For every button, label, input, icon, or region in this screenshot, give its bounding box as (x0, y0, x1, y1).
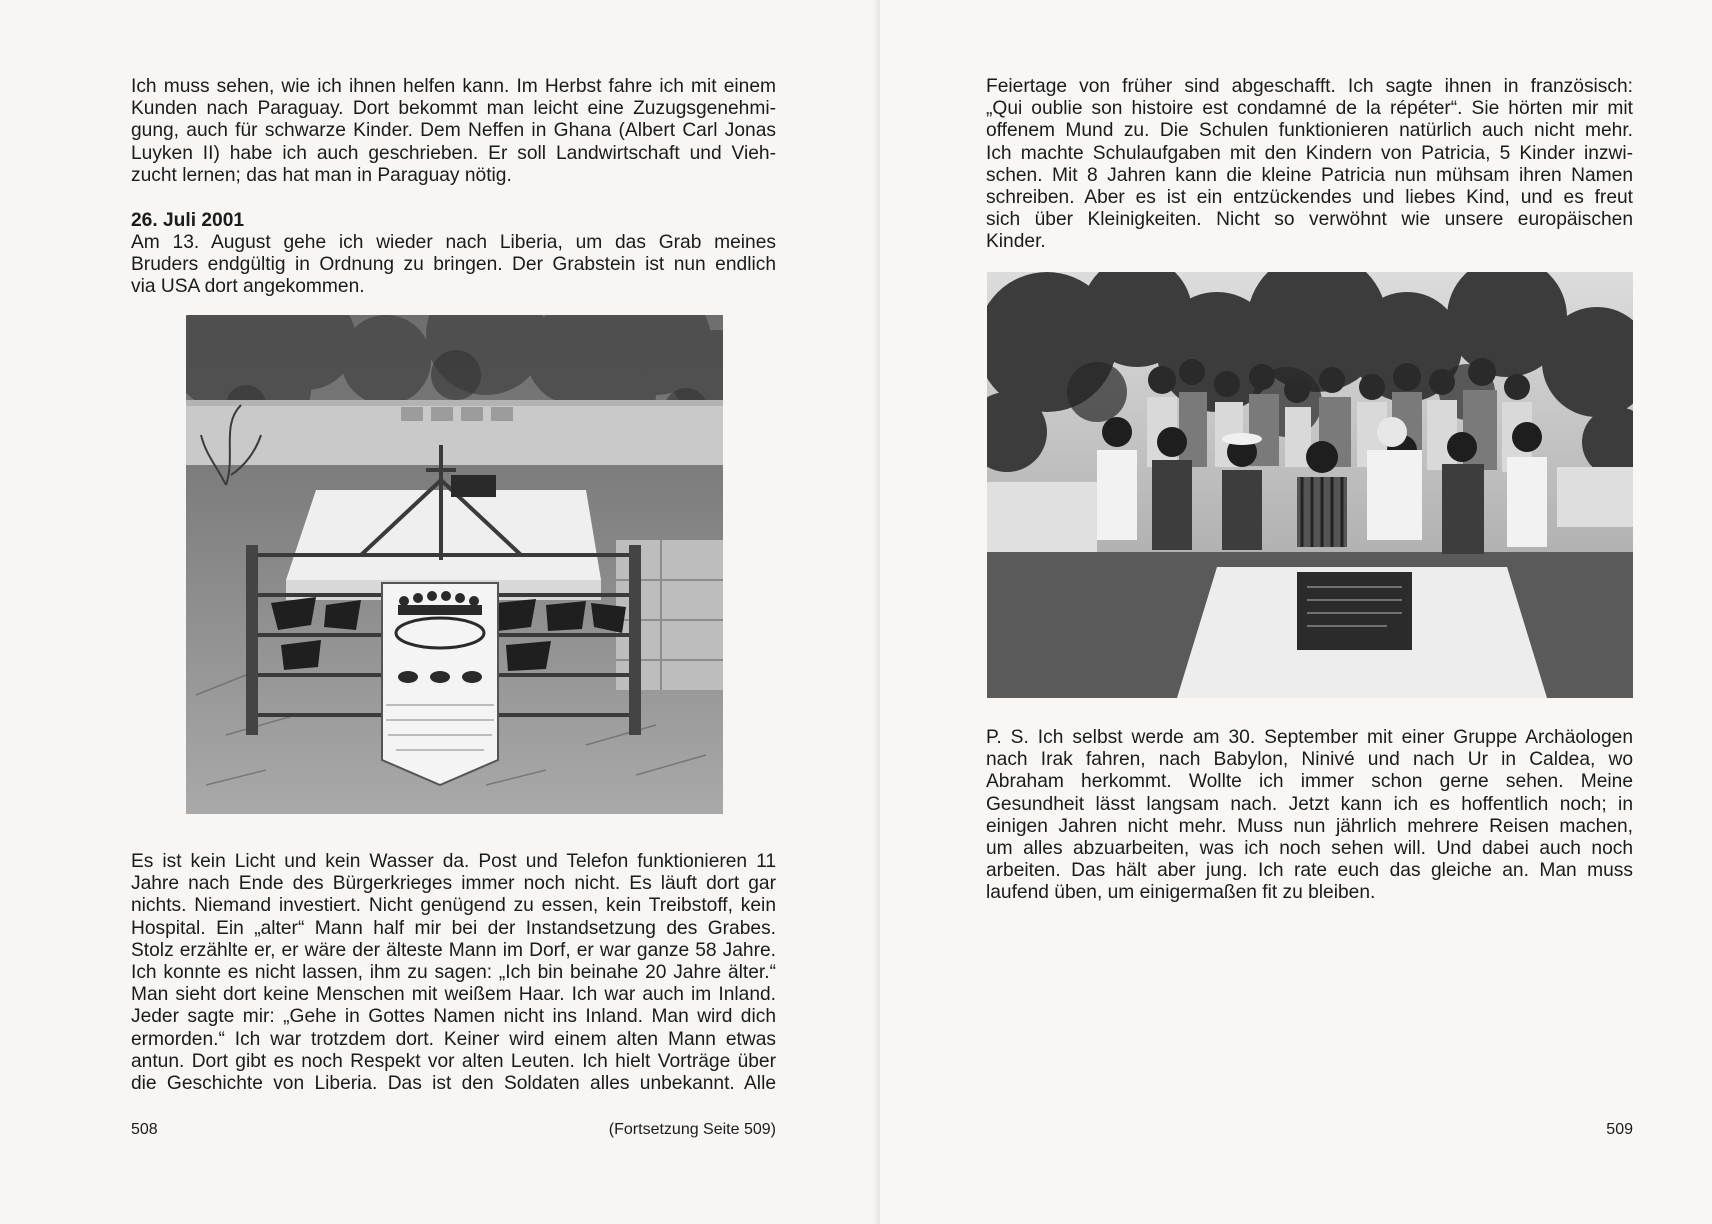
page-number-right: 509 (1606, 1121, 1633, 1138)
text-line: via USA dort angekommen. (131, 276, 365, 298)
text-line: Kunden nach Paraguay. Dort bekommt man leicht eine Zuzugsgenehmi- (131, 98, 776, 120)
text-line: Abraham herkommt. Wollte ich immer schon gerne sehen. Meine (986, 771, 1633, 793)
group-photo (987, 272, 1633, 698)
text-line: antun. Dort gibt es noch Respekt vor alten Leuten. Ich hielt Vorträge über (131, 1050, 776, 1072)
left-paragraph-1 (131, 76, 776, 187)
grave-photo-image (186, 315, 723, 814)
text-line: „Qui oublie son histoire est condamné de la répéter“. Sie hörten mir mit (986, 98, 1633, 120)
text-line: zucht lernen; das hat man in Paraguay nötig. (131, 164, 512, 186)
text-line: ermorden.“ Ich war trotzdem dort. Keiner wird einem alten Mann etwas (131, 1028, 776, 1050)
text-line: schen. Mit 8 Jahren kann die kleine Patricia nun mühsam ihren Namen (986, 164, 1633, 186)
text-line: Gesundheit lässt langsam nach. Jetzt kann ich es hoffentlich noch; in (986, 793, 1633, 815)
text-line: Man sieht dort keine Menschen mit weißem Haar. Ich war auch im Inland. (131, 984, 776, 1006)
text-line: Jeder sagte mir: „Gehe in Gottes Namen nicht ins Inland. Man wird dich (131, 1006, 776, 1028)
right-paragraph-1 (986, 76, 1633, 254)
text-line: nichts. Niemand investiert. Nicht genügend zu essen, kein Treibstoff, kein (131, 895, 776, 917)
text-line: offenem Mund zu. Die Schulen funktionieren natürlich auch nicht mehr. (986, 120, 1633, 142)
text-line: die Geschichte von Liberia. Das ist den Soldaten alles unbekannt. Alle (131, 1073, 776, 1095)
right-page (880, 0, 1712, 1224)
text-line: Bruders endgültig in Ordnung zu bringen. Der Grabstein ist nun endlich (131, 254, 776, 276)
page-number-left: 508 (131, 1121, 158, 1138)
text-line: P. S. Ich selbst werde am 30. September mit einer Gruppe Archäologen (986, 727, 1633, 748)
text-line: schreiben. Aber es ist ein entzückendes und liebes Kind, und es freut (986, 187, 1633, 209)
grave-photo (186, 315, 723, 814)
text-line: gung, auch für schwarze Kinder. Dem Neffen in Ghana (Albert Carl Jonas (131, 120, 776, 142)
text-line: Es ist kein Licht und kein Wasser da. Post und Telefon funktionieren 11 (131, 851, 776, 872)
text-line: Feiertage von früher sind abgeschafft. Ich sagte ihnen in französisch: (986, 76, 1633, 97)
text-line: Ich konnte es nicht lassen, ihm zu sagen: „Ich bin beinahe 20 Jahre älter.“ (131, 962, 776, 984)
text-line: um alles abzuarbeiten, was ich noch sehen will. Und dabei auch noch (986, 838, 1633, 860)
text-line: Jahre nach Ende des Bürgerkrieges immer noch nicht. Es läuft dort gar (131, 873, 776, 895)
text-line: arbeiten. Das hält aber jung. Ich rate euch das gleiche an. Man muss (986, 860, 1633, 882)
text-line: Luyken II) habe ich auch geschrieben. Er soll Landwirtschaft und Vieh- (131, 142, 776, 164)
right-paragraph-2 (986, 727, 1633, 905)
text-line: Ich muss sehen, wie ich ihnen helfen kann. Im Herbst fahre ich mit einem (131, 76, 776, 97)
text-line: Ich machte Schulaufgaben mit den Kindern von Patricia, 5 Kinder inzwi- (986, 142, 1633, 164)
left-paragraph-2 (131, 232, 776, 299)
text-line: Hospital. Ein „alter“ Mann half mir bei der Instandsetzung des Grabes. (131, 917, 776, 939)
text-line: nach Irak fahren, nach Babylon, Ninivé und nach Ur in Caldea, wo (986, 749, 1633, 771)
text-line: Stolz erzählte er, er wäre der älteste Mann im Dorf, er war ganze 58 Jahre. (131, 939, 776, 961)
text-line: Kinder. (986, 231, 1046, 253)
group-photo-image (987, 272, 1633, 698)
left-paragraph-3 (131, 851, 776, 1095)
date-heading: 26. Juli 2001 (131, 210, 245, 231)
continuation-note: (Fortsetzung Seite 509) (608, 1121, 776, 1138)
text-line: laufend üben, um einigermaßen fit zu bleiben. (986, 882, 1376, 904)
text-line: sich über Kleinigkeiten. Nicht so verwöhnt wie unsere europäischen (986, 209, 1633, 231)
text-line: Am 13. August gehe ich wieder nach Liberia, um das Grab meines (131, 232, 776, 253)
text-line: einigen Jahren nicht mehr. Muss nun jährlich mehrere Reisen machen, (986, 815, 1633, 837)
